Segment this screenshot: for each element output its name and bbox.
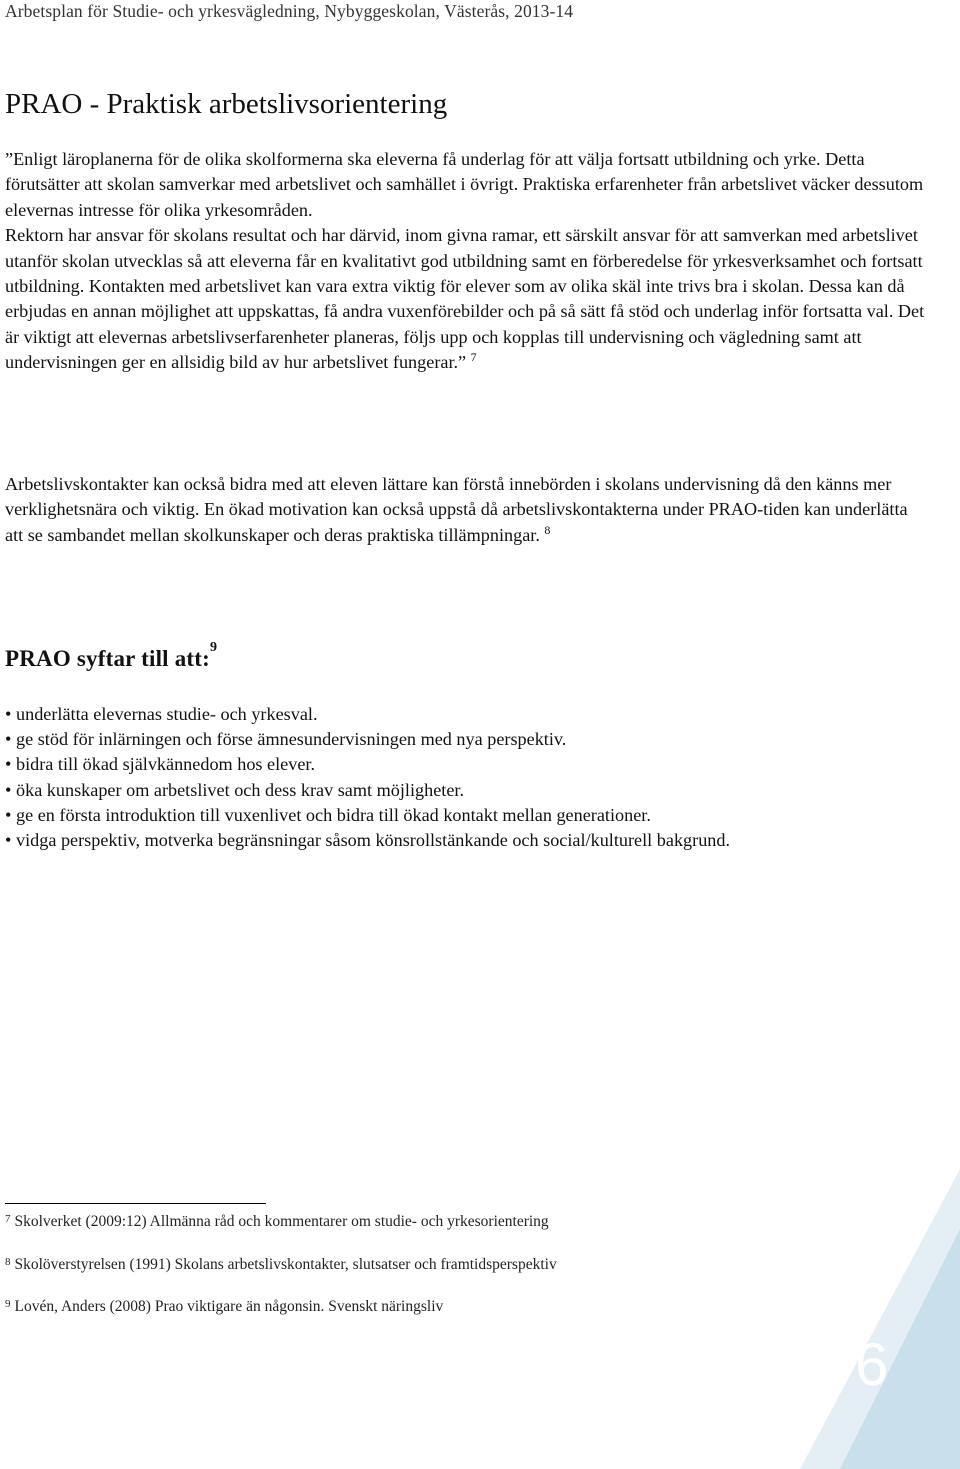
section-heading-text: PRAO syftar till att: [5, 646, 210, 671]
section-heading [5, 640, 218, 672]
list-item [5, 778, 930, 803]
footnote-7 [5, 1213, 549, 1231]
list-item-text: ge stöd för inlärningen och förse ämnesundervisningen med nya perspektiv. [16, 729, 567, 750]
list-item-text: ge en första introduktion till vuxenlivet och bidra till ökad kontakt mellan generationer. [16, 804, 651, 825]
body-paragraph-text: Rektorn har ansvar för skolans resultat och har därvid, inom givna ramar, ett särskilt ansvar för att samverkan med arbetslivet utanför skolan utvecklas så att eleverna får en kvalitativt god utbildning samt en förberedelse för yrkesverksamhet och fortsatt utbildning. Kontakten med arbetslivet kan vara extra viktig för elever som av olika skäl inte trivs bra i skolan. Dessa kan då erbjudas en annan möjlighet att uppskattas, få andra vuxenförebilder och på så sätt få stöd och underlag inför fortsatta val. Det är viktigt att elevernas arbetslivserfarenheter planeras, följs upp och kopplas till undervisning och vägledning samt att undervisningen ger en allsidig bild av hur arbetslivet fungerar.” [5, 225, 925, 373]
list-item-text: vidga perspektiv, motverka begränsningar såsom könsrollstänkande och social/kulturell bakgrund. [16, 830, 731, 851]
bullet-icon: • [5, 754, 12, 775]
bullet-icon: • [5, 729, 12, 750]
quote-paragraph: ”Enligt läroplanerna för de olika skolformerna ska eleverna få underlag för att välja fortsatt utbildning och yrke. Detta förutsätter att skolan samverkar med arbetslivet och samhället i övrigt. Praktiska erfarenheter från arbetslivet väcker dessutom elevernas intresse för olika yrkesområden. [5, 149, 924, 220]
page-header: Arbetsplan för Studie- och yrkesvägledning, Nybyggeskolan, Västerås, 2013-14 [5, 1, 574, 21]
corner-decoration [800, 1169, 960, 1469]
list-item-text: öka kunskaper om arbetslivet och dess krav samt möjligheter. [16, 779, 465, 800]
footnote-text: Skolverket (2009:12) Allmänna råd och kommentarer om studie- och yrkesorientering [14, 1213, 549, 1230]
footnote-ref-7: 7 [470, 350, 477, 365]
footnote-ref-8: 8 [544, 522, 551, 537]
bullet-icon: • [5, 830, 12, 851]
intro-section [5, 147, 930, 376]
purpose-list [5, 702, 930, 853]
footnote-text: Skolöverstyrelsen (1991) Skolans arbetslivskontakter, slutsatser och framtidsperspektiv [14, 1256, 557, 1273]
bullet-icon: • [5, 704, 12, 724]
list-item [5, 752, 930, 777]
list-item-text: bidra till ökad självkännedom hos elever. [16, 754, 316, 775]
footnote-9 [5, 1298, 443, 1316]
list-item [5, 803, 930, 828]
contacts-section [5, 472, 930, 548]
bullet-icon: • [5, 779, 12, 800]
body-paragraph [5, 223, 930, 375]
footnote-ref-9: 9 [209, 640, 218, 655]
footnote-text: Lovén, Anders (2008) Prao viktigare än någonsin. Svenskt näringsliv [14, 1298, 444, 1315]
footnote-number: 7 [5, 1213, 11, 1225]
page-title: PRAO - Praktisk arbetslivsorientering [5, 88, 448, 120]
body-paragraph-2 [5, 472, 930, 548]
list-item-text: underlätta elevernas studie- och yrkesval. [16, 704, 318, 724]
list-item [5, 702, 930, 727]
page-number: 6 [855, 1331, 889, 1398]
footnote-number: 8 [5, 1256, 11, 1268]
footnote-number: 9 [5, 1298, 11, 1310]
body-paragraph-2-text: Arbetslivskontakter kan också bidra med att eleven lättare kan förstå innebörden i skolans undervisning då den känns mer verklighetsnära och viktig. En ökad motivation kan också uppstå då arbetslivskontakterna under PRAO-tiden kan underlätta att se sambandet mellan skolkunskaper och deras praktiska tillämpningar. [5, 474, 908, 545]
list-item [5, 727, 930, 752]
footnote-8 [5, 1256, 557, 1274]
bullet-icon: • [5, 804, 12, 825]
list-item [5, 828, 930, 853]
